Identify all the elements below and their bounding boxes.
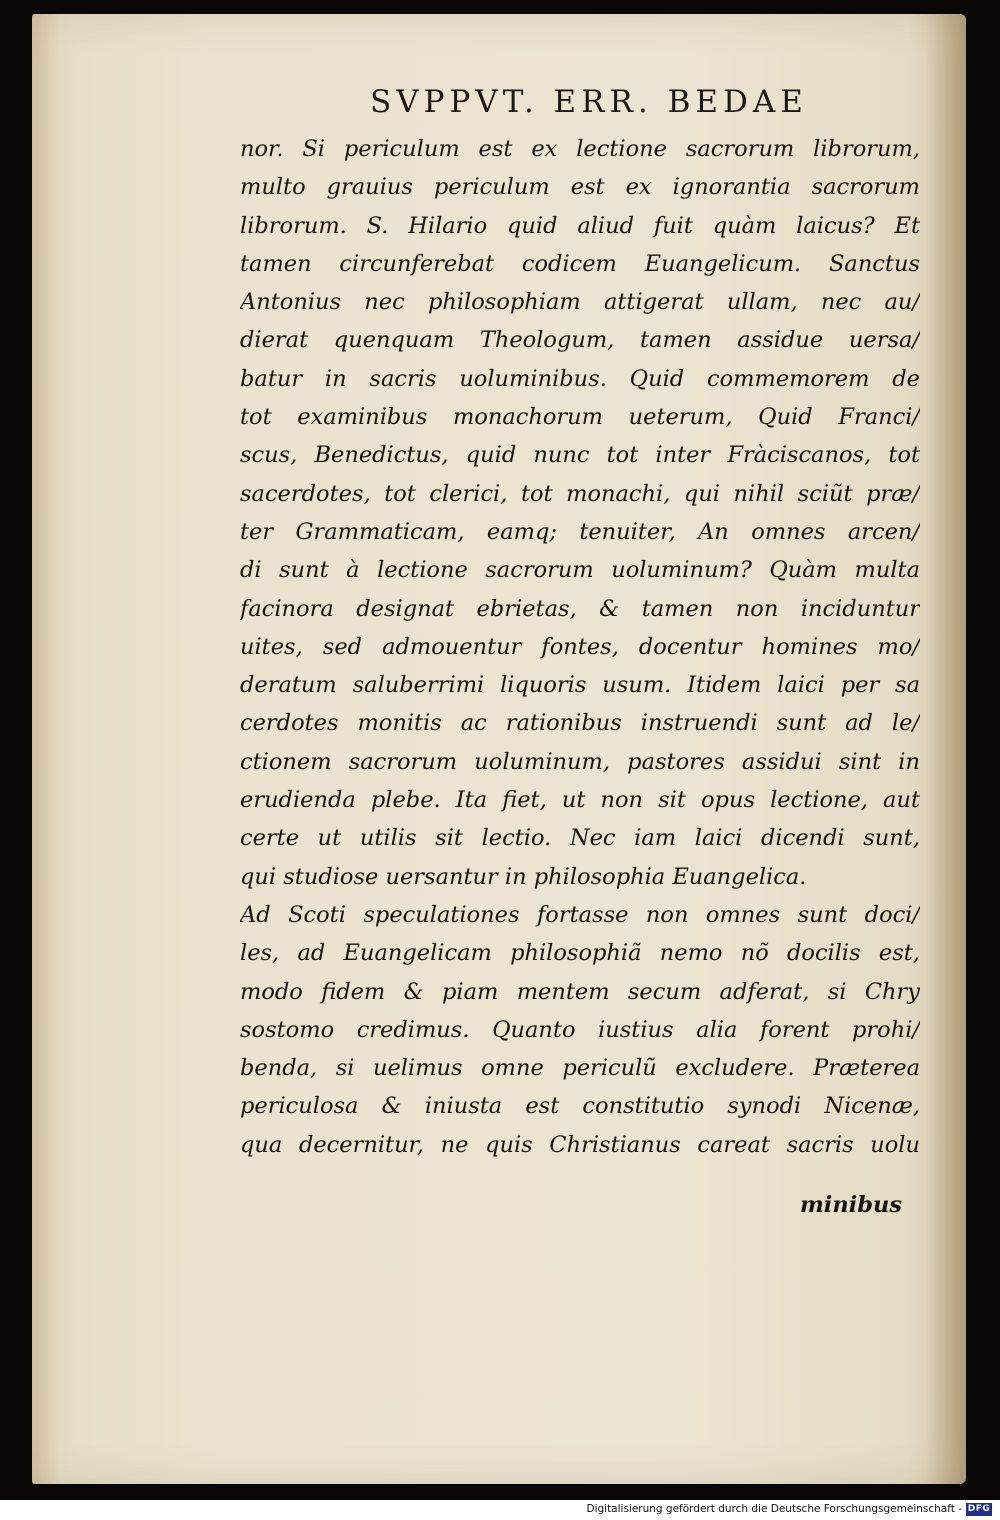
running-head: SVPPVT. ERR. BEDAE <box>370 84 808 120</box>
text-line: cerdotes monitis ac rationibus instruendi sunt ad le/ <box>240 710 920 737</box>
text-line: tot examinibus monachorum ueterum, Quid Franci/ <box>240 404 920 431</box>
text-line: sacerdotes, tot clerici, tot monachi, qui nihil sciũt præ/ <box>240 480 920 507</box>
text-line: periculosa & iniusta est constitutio synodi Nicenæ, <box>240 1093 920 1120</box>
text-line: ctionem sacrorum uoluminum, pastores assidui sint in <box>240 748 920 775</box>
text-line: Ad Scoti speculationes fortasse non omnes sunt doci/ <box>240 901 920 928</box>
page-edge-shadow <box>926 14 966 1484</box>
text-line: erudienda plebe. Ita fiet, ut non sit opus lectione, aut <box>240 787 920 814</box>
text-line: nor. Si periculum est ex lectione sacrorum librorum, <box>240 136 920 162</box>
footer-bar <box>0 1500 1000 1520</box>
text-line: certe ut utilis sit lectio. Nec iam laici dicendi sunt, <box>240 825 920 852</box>
text-line: qui studiose uersantur in philosophia Euangelica. <box>240 863 807 890</box>
text-line: modo fidem & piam mentem secum adferat, si Chry <box>240 978 920 1005</box>
text-line: di sunt à lectione sacrorum uoluminum? Quàm multa <box>240 557 920 584</box>
text-line: scus, Benedictus, quid nunc tot inter Fràciscanos, tot <box>240 442 920 469</box>
text-line: dierat quenquam Theologum, tamen assidue uersa/ <box>240 327 920 354</box>
text-line: librorum. S. Hilario quid aliud fuit quàm laicus? Et <box>240 212 920 239</box>
text-line: deratum saluberrimi liquoris usum. Itidem laici per sa <box>240 672 920 699</box>
text-line: multo grauius periculum est ex ignorantia sacrorum <box>240 174 920 201</box>
dfg-logo-icon: DFG <box>967 1504 991 1514</box>
text-line: tamen circunferebat codicem Euangelicum. Sanctus <box>240 250 920 277</box>
text-line: sostomo credimus. Quanto iustius alia forent prohi/ <box>240 1016 920 1043</box>
text-line: benda, si uelimus omne periculũ excludere. Præterea <box>240 1055 920 1082</box>
text-line: facinora designat ebrietas, & tamen non inciduntur <box>240 595 920 622</box>
text-line: qua decernitur, ne quis Christianus careat sacris uolu <box>240 1131 920 1158</box>
text-line: les, ad Euangelicam philosophiã nemo nõ docilis est, <box>240 940 920 967</box>
catchword: minibus <box>800 1192 903 1218</box>
text-line: ter Grammaticam, eamq; tenuiter, An omnes arcen/ <box>240 518 920 545</box>
funding-credit: Digitalisierung gefördert durch die Deutsche Forschungsgemeinschaft - <box>586 1503 962 1515</box>
text-line: Antonius nec philosophiam attigerat ullam, nec au/ <box>240 289 920 316</box>
text-line: uites, sed admouentur fontes, docentur homines mo/ <box>240 633 920 660</box>
text-line: batur in sacris uoluminibus. Quid commemorem de <box>240 365 920 392</box>
text-block <box>240 130 920 1164</box>
